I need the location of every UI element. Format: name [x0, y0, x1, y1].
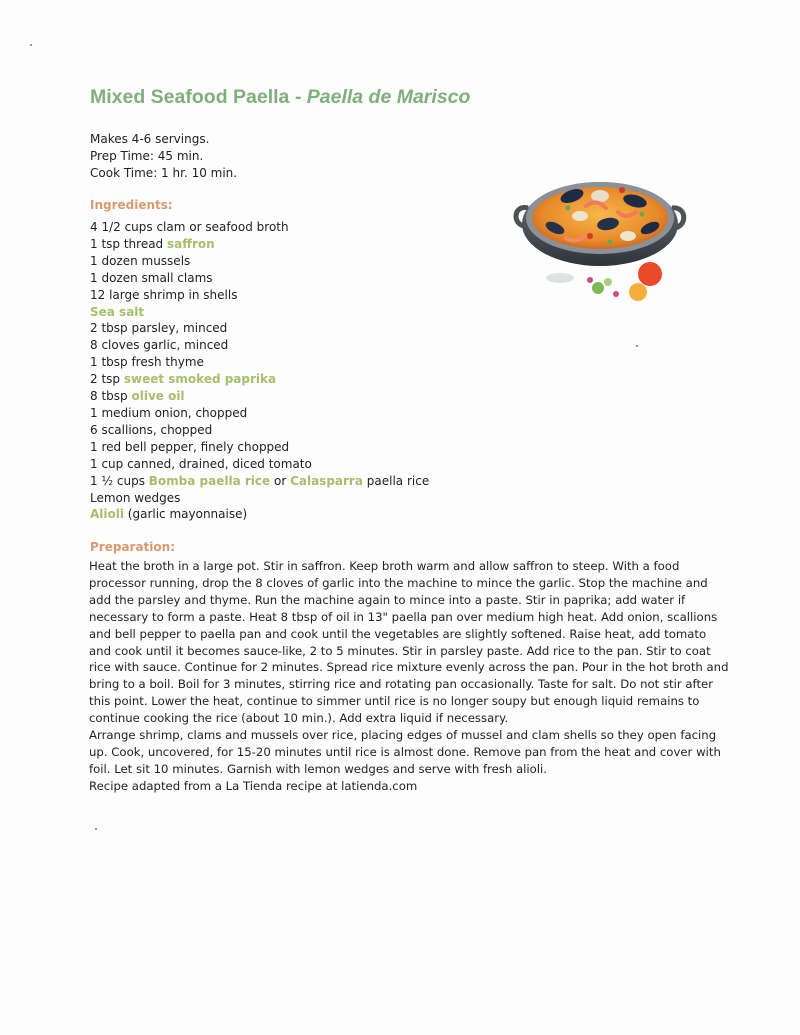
ingredient-item — [90, 219, 429, 236]
title-spanish: Paella de Marisco — [306, 86, 471, 108]
ingredient-text: 8 tbsp — [90, 389, 132, 404]
scan-speck — [636, 345, 638, 347]
recipe-source-note: Recipe adapted from a La Tienda recipe at latienda.com — [89, 778, 418, 793]
ingredient-text: 6 scallions, chopped — [90, 422, 213, 437]
recipe-title — [90, 86, 470, 109]
ingredient-item — [90, 270, 429, 287]
ingredient-text: 1 dozen small clams — [90, 270, 213, 285]
paella-pan-illustration — [510, 156, 690, 316]
ingredient-item — [90, 320, 429, 337]
ingredients-heading: Ingredients: — [90, 198, 173, 212]
ingredient-item — [90, 371, 429, 388]
ingredient-text: 2 tsp — [90, 372, 124, 387]
ingredient-text: (garlic mayonnaise) — [123, 507, 248, 522]
ingredient-highlight: olive oil — [131, 389, 185, 404]
ingredient-text: 8 cloves garlic, minced — [90, 338, 229, 353]
ingredient-item — [90, 354, 429, 371]
recipe-meta — [90, 131, 237, 182]
ingredient-item — [90, 405, 429, 422]
ingredient-item — [90, 456, 429, 473]
ingredient-text: 4 1/2 cups clam or seafood broth — [90, 220, 289, 234]
ingredient-text: 2 tbsp parsley, minced — [90, 321, 228, 336]
ingredient-highlight: Alioli — [90, 507, 124, 522]
ingredient-item — [90, 236, 429, 253]
ingredient-text: 1 ½ cups — [90, 473, 149, 488]
ingredient-highlight: Sea salt — [90, 304, 145, 319]
ingredient-item — [90, 388, 429, 405]
ingredients-list — [90, 219, 429, 523]
ingredient-item — [90, 253, 429, 270]
ingredient-text: Lemon wedges — [90, 490, 181, 505]
ingredient-text: or — [270, 473, 291, 488]
ingredient-highlight: saffron — [167, 236, 215, 251]
ingredient-text: 1 cup canned, drained, diced tomato — [90, 456, 312, 471]
ingredient-item — [90, 490, 429, 507]
ingredient-item — [90, 304, 429, 321]
ingredient-text: 1 red bell pepper, finely chopped — [90, 439, 290, 454]
servings-text: Makes 4-6 servings. — [90, 132, 210, 146]
ingredient-item — [90, 506, 429, 523]
preparation-heading: Preparation: — [90, 540, 175, 554]
ingredient-highlight: Calasparra — [290, 473, 363, 488]
ingredient-text: 1 dozen mussels — [90, 253, 191, 268]
prep-time-text: Prep Time: 45 min. — [90, 149, 204, 163]
ingredient-text: paella rice — [362, 473, 430, 488]
ingredient-item — [90, 473, 429, 490]
ingredient-text: 1 tbsp fresh thyme — [90, 355, 204, 370]
ingredient-item — [90, 337, 429, 354]
ingredient-text: 1 medium onion, chopped — [90, 405, 248, 420]
ingredient-item — [90, 439, 429, 456]
ingredient-highlight: sweet smoked paprika — [123, 372, 277, 387]
preparation-text — [89, 558, 729, 795]
tomato-garnish — [638, 262, 662, 286]
ingredient-highlight: Bomba paella rice — [148, 473, 271, 488]
title-main: Mixed Seafood Paella — [90, 86, 290, 108]
lemon-garnish — [629, 283, 647, 301]
title-separator: - — [289, 86, 307, 108]
ingredient-text: 12 large shrimp in shells — [90, 287, 238, 302]
ingredient-item — [90, 422, 429, 439]
preparation-paragraph: Arrange shrimp, clams and mussels over rice, placing edges of mussel and clam shells so they open facing up. Cook, uncovered, for 15-20 minutes until rice is almost done. Remove pan from the heat and cover with foil. Let sit 10 minutes. Garnish with lemon wedges and serve with fresh alioli. — [89, 728, 721, 776]
scan-speck — [95, 828, 97, 830]
ingredient-text: 1 tsp thread — [90, 236, 167, 251]
preparation-paragraph: Heat the broth in a large pot. Stir in saffron. Keep broth warm and allow saffron to steep. With a food processor running, drop the 8 cloves of garlic into the machine to mince the garlic. Stop the machine and add the parsley and thyme. Run the machine again to mince into a paste. Stir in paprika; add water if necessary to form a paste. Heat 8 tbsp of oil in 13" paella pan over medium high heat. Add onion, scallions and bell pepper to paella pan and cook until the vegetables are slightly softened. Raise heat, add tomato and cook until it becomes sauce-like, 2 to 5 minutes. Stir in parsley paste. Add rice to the pan. Stir to coat rice with sauce. Continue for 2 minutes. Spread rice mixture evenly across the pan. Pour in the hot broth and bring to a boil. Boil for 3 minutes, stirring rice and rotating pan occasionally. Taste for salt. Do not stir after this point. Lower the heat, continue to simmer until rice is no longer soupy but enough liquid remains to continue cooking the rice (about 10 min.). Add extra liquid if necessary. — [89, 559, 729, 726]
ingredient-item — [90, 287, 429, 304]
scan-speck — [30, 44, 32, 46]
cook-time-text: Cook Time: 1 hr. 10 min. — [90, 166, 238, 180]
